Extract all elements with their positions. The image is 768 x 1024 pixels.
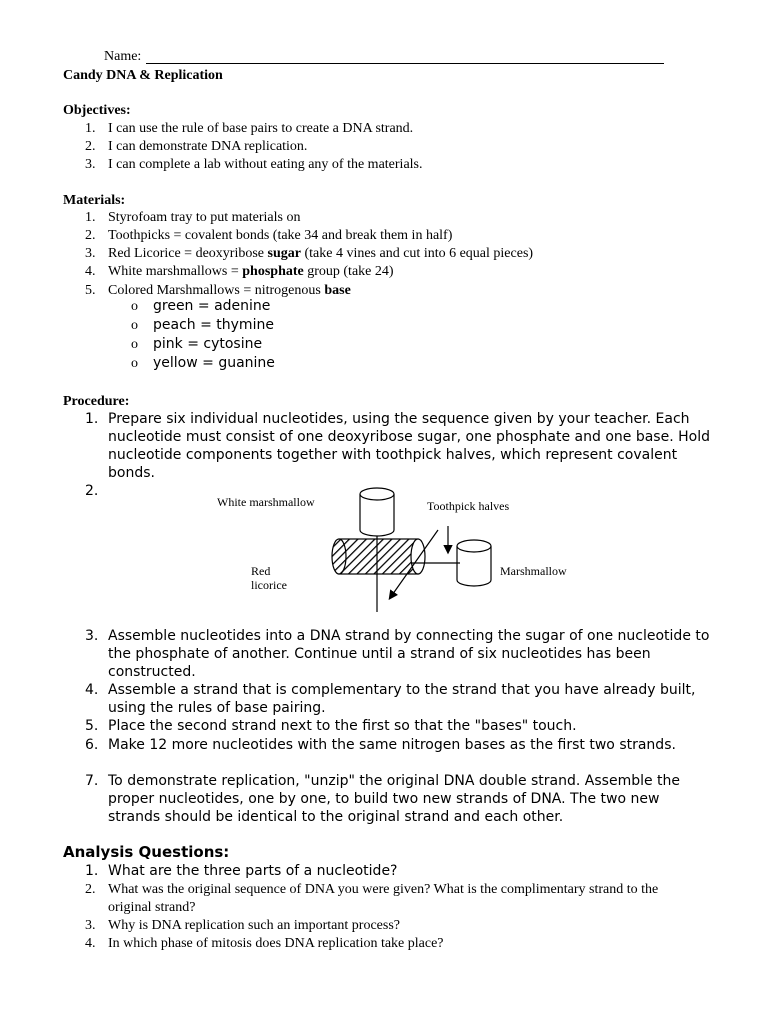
analysis-question: 4. In which phase of mitosis does DNA replication take place? bbox=[85, 936, 444, 951]
name-line bbox=[104, 48, 664, 66]
label-red-licorice: Red licorice bbox=[251, 564, 287, 592]
material-item: 4. White marshmallows = phosphate group (take 24) bbox=[85, 264, 394, 279]
material-item: 3. Red Licorice = deoxyribose sugar (take 4 vines and cut into 6 equal pieces) bbox=[85, 246, 534, 261]
phosphate-marshmallow-shape bbox=[360, 488, 394, 536]
material-item: 2. Toothpicks = covalent bonds (take 34 and break them in half) bbox=[85, 228, 453, 243]
procedure-heading: Procedure: bbox=[63, 394, 130, 409]
color-item-pink: o pink = cytosine bbox=[131, 336, 263, 352]
name-label: Name: bbox=[104, 49, 142, 64]
objective-item: 2. I can demonstrate DNA replication. bbox=[85, 139, 308, 154]
objectives-heading: Objectives: bbox=[63, 103, 131, 118]
analysis-question: 2. What was the original sequence of DNA you were given? What is the complimentary strand to the original strand? bbox=[85, 882, 659, 915]
label-marshmallow: Marshmallow bbox=[500, 564, 567, 578]
label-white-marshmallow: White marshmallow bbox=[217, 495, 315, 509]
procedure-step: 3. Assemble nucleotides into a DNA strand by connecting the sugar of one nucleotide to the phosphate of another. Continue until a strand of six nucleotides has been constructed. bbox=[85, 628, 710, 680]
objective-item: 3. I can complete a lab without eating any of the materials. bbox=[85, 157, 423, 172]
procedure-step: 7. To demonstrate replication, "unzip" the original DNA double strand. Assemble the proper nucleotides, one by one, to build two new strands of DNA. The two new strands should be identical to the original strand and each other. bbox=[85, 773, 681, 825]
base-marshmallow-shape bbox=[457, 540, 491, 586]
analysis-heading: Analysis Questions: bbox=[63, 843, 230, 861]
label-toothpick-halves: Toothpick halves bbox=[427, 499, 510, 513]
procedure-step: 1. Prepare six individual nucleotides, using the sequence given by your teacher. Each nucleotide must consist of one deoxyribose sugar, one phosphate and one base. Hold nucleotide components together with toothpick halves, which represent covalent bonds. bbox=[85, 411, 710, 481]
procedure-step: 5. Place the second strand next to the first so that the "bases" touch. bbox=[85, 718, 577, 734]
color-item-peach: o peach = thymine bbox=[131, 317, 274, 333]
analysis-question: 3. Why is DNA replication such an important process? bbox=[85, 918, 400, 933]
material-item: 5. Colored Marshmallows = nitrogenous base bbox=[85, 283, 351, 298]
page-title: Candy DNA & Replication bbox=[63, 68, 223, 83]
color-item-green: o green = adenine bbox=[131, 298, 271, 314]
name-blank[interactable] bbox=[146, 63, 664, 64]
materials-heading: Materials: bbox=[63, 193, 126, 208]
analysis-question: 1. What are the three parts of a nucleotide? bbox=[85, 863, 398, 879]
material-item: 1. Styrofoam tray to put materials on bbox=[85, 210, 301, 225]
procedure-step: 6. Make 12 more nucleotides with the same nitrogen bases as the first two strands. bbox=[85, 737, 676, 753]
color-item-yellow: o yellow = guanine bbox=[131, 355, 275, 371]
procedure-step: 4. Assemble a strand that is complementary to the strand that you have already built, using the rules of base pairing. bbox=[85, 682, 696, 716]
objective-item: 1. I can use the rule of base pairs to create a DNA strand. bbox=[85, 121, 414, 136]
